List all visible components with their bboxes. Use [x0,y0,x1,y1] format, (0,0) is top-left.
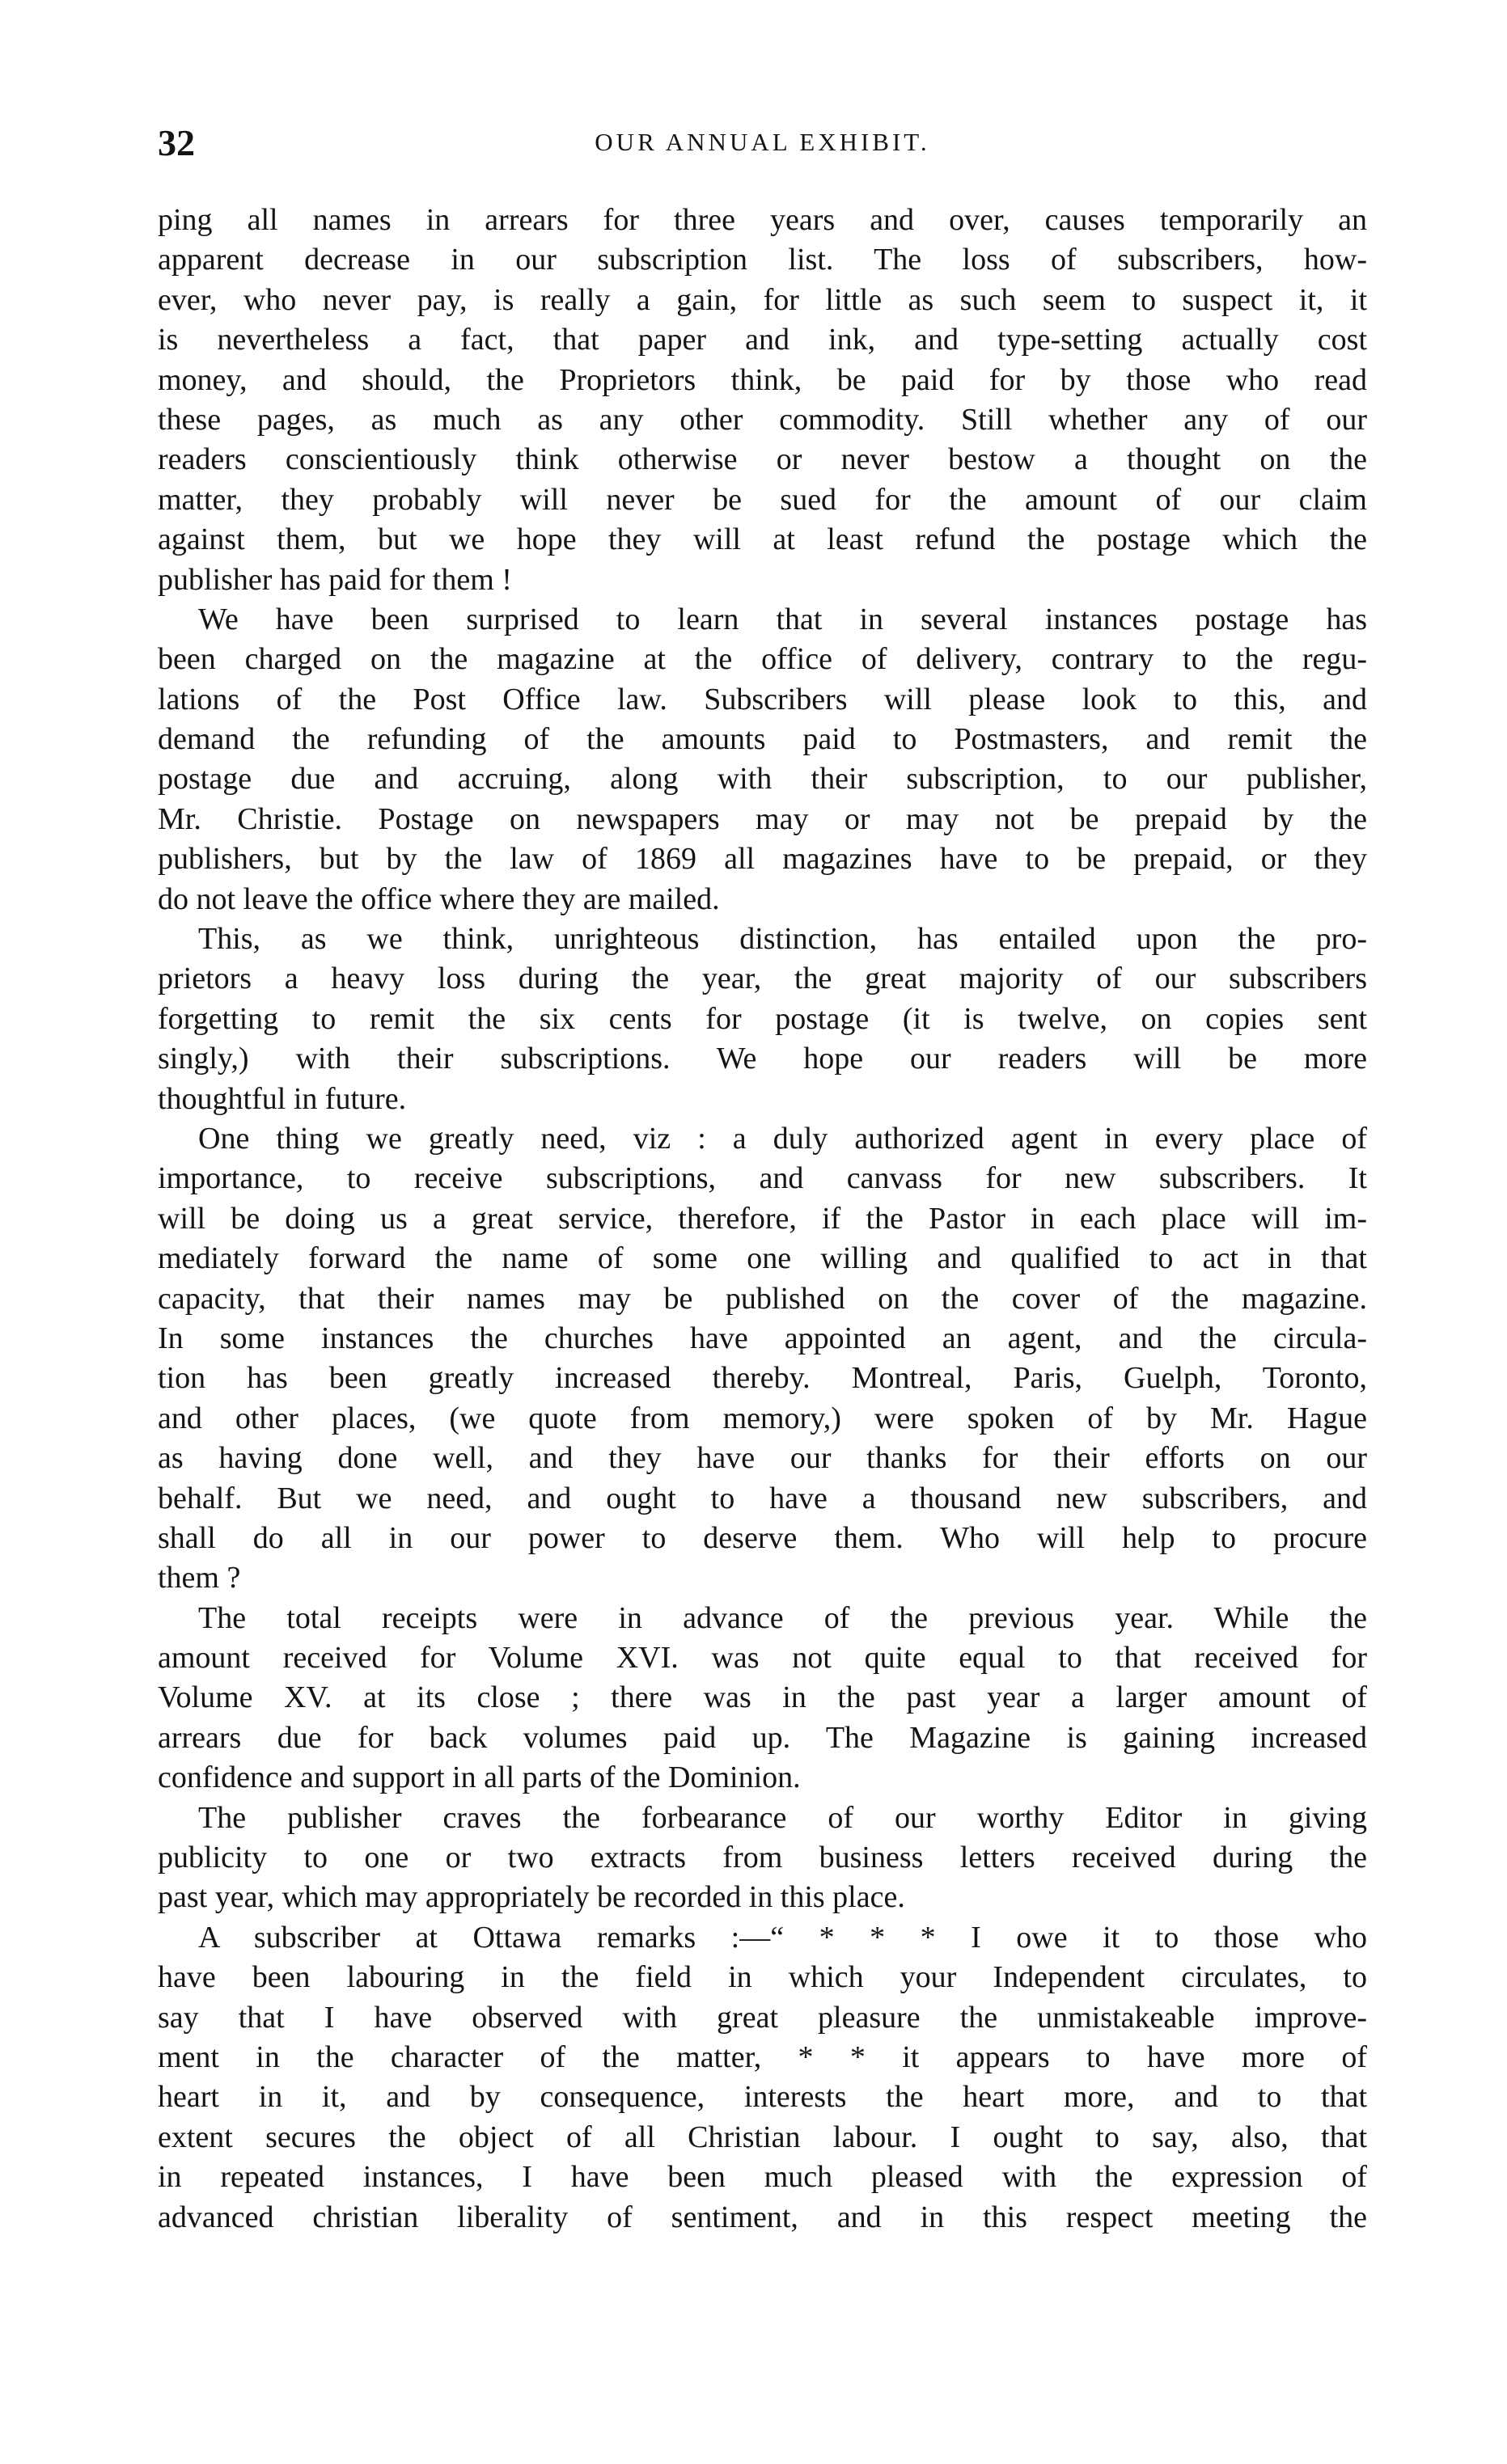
text-line: A subscriber at Ottawa remarks :—“ * * * I owe it to those who [198,1920,1367,1955]
text-line: In some instances the churches have appointed an agent, and the circula- [158,1321,1367,1355]
text-line: against them, but we hope they will at least refund the postage which the [158,522,1367,557]
text-line: One thing we greatly need, viz : a duly authorized agent in every place of [198,1121,1367,1156]
text-line: matter, they probably will never be sued for the amount of our claim [158,482,1367,517]
text-line: arrears due for back volumes paid up. The Magazine is gaining increased [158,1720,1367,1755]
page-header [158,121,1367,178]
text-line: thoughtful in future. [158,1081,407,1116]
text-line: in repeated instances, I have been much pleased with the expression of [158,2160,1367,2195]
text-line: publicity to one or two extracts from business letters received during the [158,1841,1367,1875]
text-line: say that I have observed with great pleasure the unmistakeable improve- [158,2000,1367,2035]
text-line: importance, to receive subscriptions, and canvass for new subscribers. It [158,1161,1367,1196]
text-line: money, and should, the Proprietors think, be paid for by those who read [158,362,1367,397]
text-line: shall do all in our power to deserve them. Who will help to procure [158,1520,1367,1555]
running-head: OUR ANNUAL EXHIBIT. [595,128,930,156]
paragraph [158,1119,1367,1599]
text-line: heart in it, and by consequence, interests the heart more, and to that [158,2080,1367,2115]
text-line: have been labouring in the field in which your Independent circulates, to [158,1960,1367,1995]
text-line: behalf. But we need, and ought to have a thousand new subscribers, and [158,1481,1367,1515]
text-line: will be doing us a great service, therefore, if the Pastor in each place will im- [158,1201,1367,1236]
text-line: lations of the Post Office law. Subscribers will please look to this, and [158,682,1367,716]
text-line: confidence and support in all parts of the Dominion. [158,1760,801,1795]
text-line: The total receipts were in advance of the previous year. While the [198,1600,1367,1635]
text-line: publishers, but by the law of 1869 all magazines have to be prepaid, or they [158,842,1367,877]
text-line: do not leave the office where they are mailed. [158,881,720,916]
text-line: We have been surprised to learn that in several instances postage has [198,602,1367,636]
text-line: singly,) with their subscriptions. We hope our readers will be more [158,1042,1367,1076]
text-line: past year, which may appropriately be recorded in this place. [158,1880,905,1915]
text-line: Mr. Christie. Postage on newspapers may or may not be prepaid by the [158,801,1367,836]
paragraph [158,1599,1367,1798]
text-line: capacity, that their names may be published on the cover of the magazine. [158,1281,1367,1316]
text-line: been charged on the magazine at the office of delivery, contrary to the regu- [158,642,1367,677]
text-line: forgetting to remit the six cents for postage (it is twelve, on copies sent [158,1001,1367,1036]
text-line: tion has been greatly increased thereby. Montreal, Paris, Guelph, Toronto, [158,1361,1367,1396]
text-line: amount received for Volume XVI. was not quite equal to that received for [158,1641,1367,1676]
text-line: ment in the character of the matter, * * it appears to have more of [158,2039,1367,2074]
text-line: demand the refunding of the amounts paid to Postmasters, and remit the [158,722,1367,757]
text-line: mediately forward the name of some one willing and qualified to act in that [158,1241,1367,1276]
text-line: apparent decrease in our subscription list. The loss of subscribers, how- [158,243,1367,277]
text-line: and other places, (we quote from memory,) were spoken of by Mr. Hague [158,1401,1367,1435]
text-line: ping all names in arrears for three years and over, causes temporarily an [158,203,1367,237]
paragraph [158,1798,1367,1918]
book-page [158,121,1367,2238]
text-line: publisher has paid for them ! [158,562,512,597]
text-line: them ? [158,1561,241,1595]
text-line: extent secures the object of all Christian labour. I ought to say, also, that [158,2120,1367,2154]
paragraph [158,1918,1367,2238]
text-line: is nevertheless a fact, that paper and ink, and type-setting actually cost [158,323,1367,357]
paragraph [158,600,1367,919]
text-line: advanced christian liberality of sentiment, and in this respect meeting the [158,2200,1367,2234]
text-line: This, as we think, unrighteous distinction, has entailed upon the pro- [198,922,1367,957]
text-line: as having done well, and they have our thanks for their efforts on our [158,1441,1367,1476]
text-line: ever, who never pay, is really a gain, for little as such seem to suspect it, it [158,282,1367,317]
text-line: postage due and accruing, along with their subscription, to our publisher, [158,762,1367,797]
paragraph [158,201,1367,600]
text-line: prietors a heavy loss during the year, the great majority of our subscribers [158,962,1367,996]
paragraph [158,919,1367,1119]
text-line: Volume XV. at its close ; there was in the past year a larger amount of [158,1680,1367,1715]
text-line: readers conscientiously think otherwise or never bestow a thought on the [158,442,1367,477]
text-line: The publisher craves the forbearance of our worthy Editor in giving [198,1800,1367,1835]
text-line: these pages, as much as any other commodity. Still whether any of our [158,402,1367,437]
page-number: 32 [158,122,195,163]
